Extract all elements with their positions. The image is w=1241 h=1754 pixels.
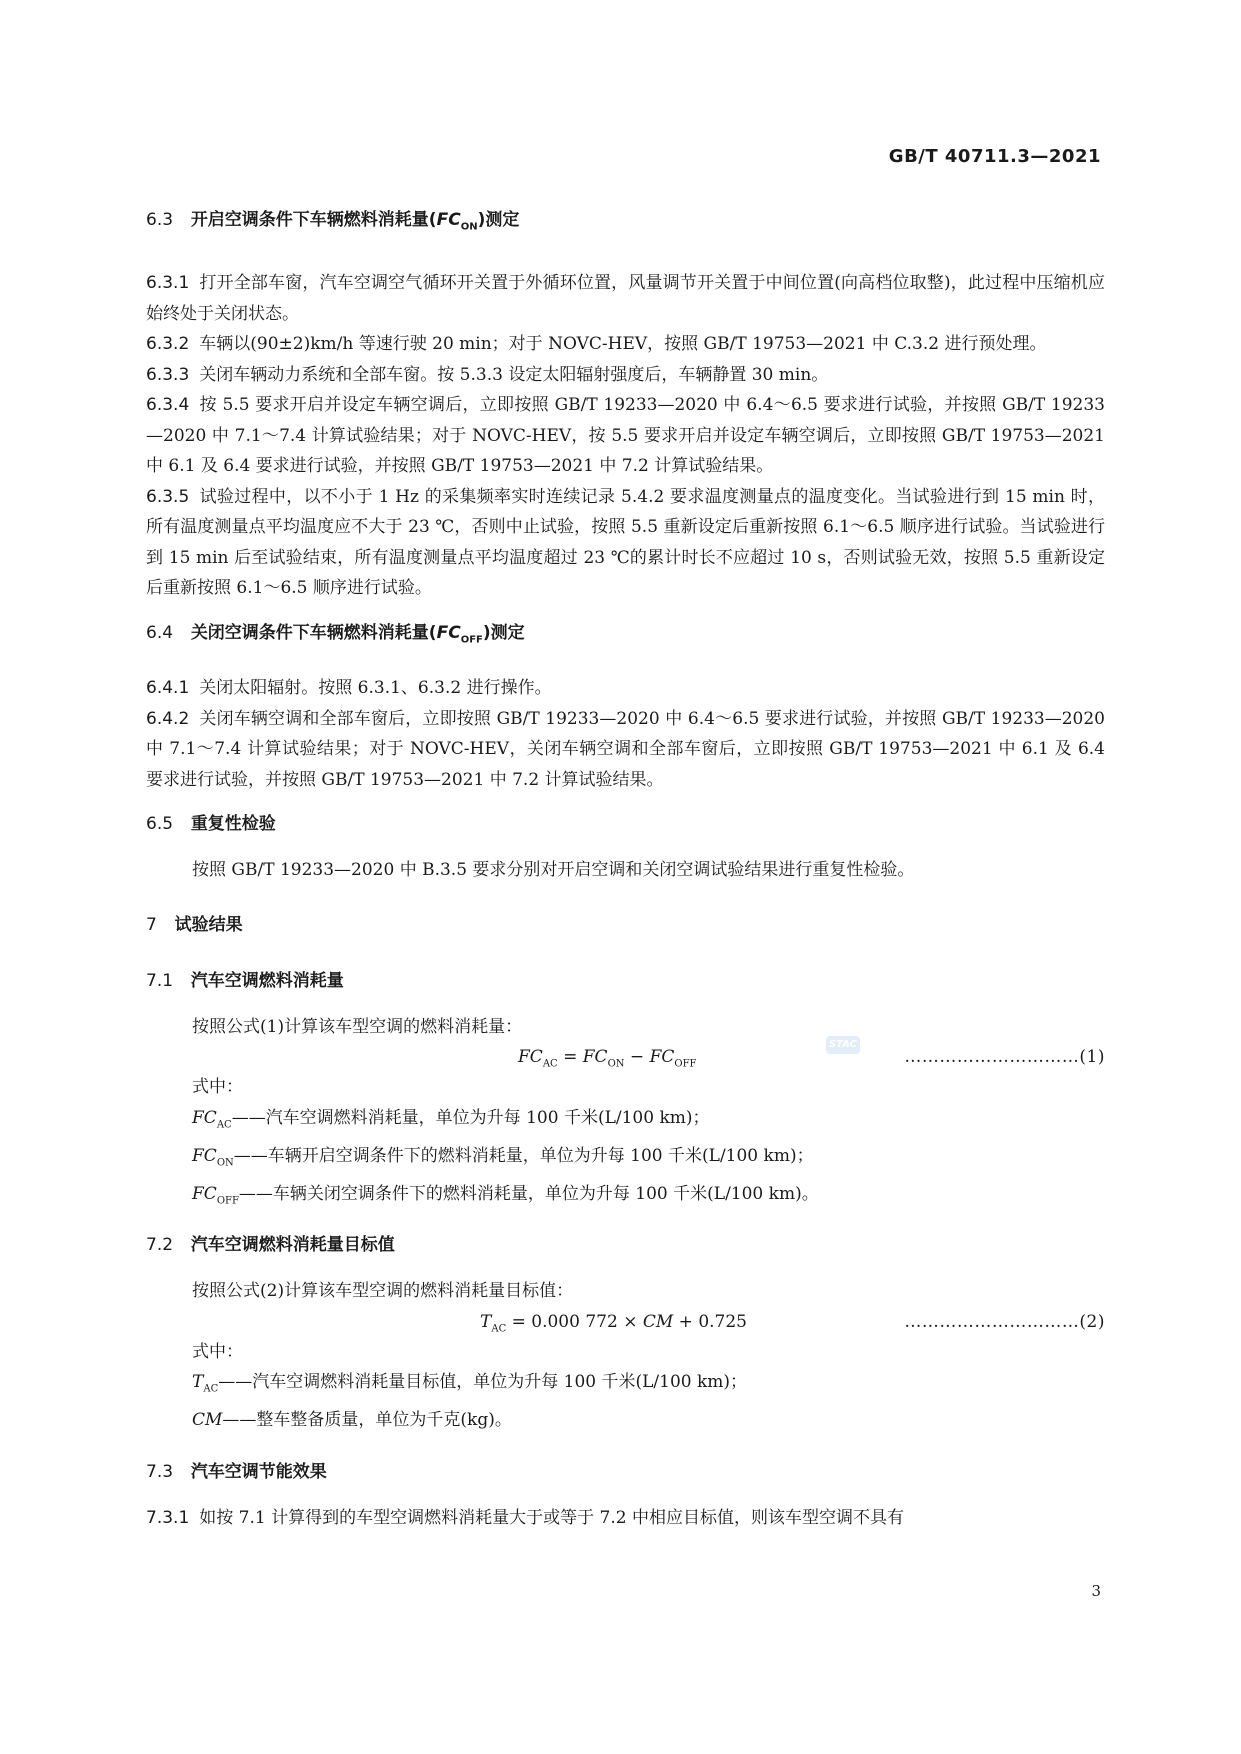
formula-1-where: 式中： [192, 1077, 243, 1098]
page-content [146, 205, 1105, 1534]
section-7-1-heading: 7.1 汽车空调燃料消耗量 [146, 970, 344, 991]
formula-1-number: …………………………(1) [904, 1047, 1105, 1068]
page-number: 3 [1091, 1582, 1101, 1600]
section-7-3-heading: 7.3 汽车空调节能效果 [146, 1462, 327, 1483]
clause-7-3-1: 7.3.1 如按 7.1 计算得到的车型空调燃料消耗量大于或等于 7.2 中相应目标值，则该车型空调不具有 [146, 1508, 904, 1529]
section-6-3-heading: 6.3 开启空调条件下车辆燃料消耗量$(FC_{ON})$测定 [146, 205, 1105, 242]
section-6-5-heading: 6.5 重复性检验 [146, 814, 276, 835]
watermark-logo: STAC [826, 1036, 860, 1054]
formula-1-expression: $FC_{AC} = FC_{ON} - FC_{OFF}$ [518, 1047, 697, 1070]
clause-6-3-5: 6.3.5 试验过程中，以不小于 1 Hz 的采集频率实时连续记录 5.4.2 要求温度测量点的温度变化。当试验进行到 15 min 时，所有温度测量点平均温度应不大于 23 ℃，否则中止试验，按照 5.5 重新设定后重新按照 6.1～6.5 顺序进行试验。当试验进行到 15 min 后至试验结束，所有温度测量点平均温度超过 23 ℃的累计时长不应超过 10 s，否则试验无效，按照 5.5 重新设定后重新按照 6.1～6.5 顺序进行试验。 [146, 486, 1105, 599]
formula-2-intro: 按照公式(2)计算该车型空调的燃料消耗量目标值： [192, 1281, 574, 1302]
section-number: 6.3 [146, 210, 174, 230]
formula-2-expression: $T_{AC} = 0.000$ 772 × CM + 0.725 [480, 1311, 747, 1335]
standard-code: GB/T 40711.3—2021 [888, 146, 1101, 167]
section-6-5-text: 按照 GB/T 19233—2020 中 B.3.5 要求分别对开启空调和关闭空调试验结果进行重复性检验。 [192, 860, 915, 881]
definition-t-ac: $T_{AC}——$汽车空调燃料消耗量目标值，单位为升每 100 千米(L/100 km)； [192, 1372, 748, 1395]
formula-2-number: …………………………(2) [904, 1311, 1105, 1332]
clause-6-3-4: 6.3.4 按 5.5 要求开启并设定车辆空调后，立即按照 GB/T 19233—2020 中 6.4～6.5 要求进行试验，并按照 GB/T 19233—2020 中 7.1～7.4 计算试验结果；对于 NOVC-HEV，按 5.5 要求开启并设定车辆空调后，立即按照 GB/T 19753—2021 中 6.1 及 6.4 要求进行试验，并按照 GB/T 19753—2021 中 7.2 计算试验结果。 [146, 395, 1105, 477]
clause-6-3-1: 6.3.1 打开全部车窗，汽车空调空气循环开关置于外循环位置，风量调节开关置于中间位置(向高档位取整)，此过程中压缩机应始终处于关闭状态。 [146, 273, 1105, 324]
clause-6-3-3: 6.3.3 关闭车辆动力系统和全部车窗。按 5.3.3 设定太阳辐射强度后，车辆静置 30 min。 [146, 364, 829, 385]
formula-1 [146, 1042, 1105, 1072]
definition-fc-off: $FC_{OFF}——$车辆关闭空调条件下的燃料消耗量，单位为升每 100 千米(L/100 km)。 [192, 1183, 819, 1206]
formula-2 [146, 1307, 1105, 1337]
definition-fc-on: $FC_{ON}——$车辆开启空调条件下的燃料消耗量，单位为升每 100 千米(L/100 km)； [192, 1145, 814, 1169]
definition-cm: CM——整车整备质量，单位为千克(kg)。 [192, 1410, 512, 1431]
clause-6-3-2: 6.3.2 车辆以(90±2)km/h 等速行驶 20 min；对于 NOVC-HEV，按照 GB/T 19753—2021 中 C.3.2 进行预处理。 [146, 334, 1047, 355]
formula-1-intro: 按照公式(1)计算该车型空调的燃料消耗量： [192, 1016, 523, 1037]
chapter-7-heading: 7 试验结果 [146, 914, 243, 935]
section-7-2-heading: 7.2 汽车空调燃料消耗量目标值 [146, 1235, 395, 1256]
clause-6-4-1: 6.4.1 关闭太阳辐射。按照 6.3.1、6.3.2 进行操作。 [146, 678, 552, 699]
formula-2-where: 式中： [192, 1341, 243, 1362]
definition-fc-ac: $FC_{AC}——$汽车空调燃料消耗量，单位为升每 100 千米(L/100 km)； [192, 1107, 710, 1131]
section-6-4-heading: 6.4 关闭空调条件下车辆燃料消耗量$(FC_{OFF})$测定 [146, 622, 525, 646]
clause-6-4-2: 6.4.2 关闭车辆空调和全部车窗后，立即按照 GB/T 19233—2020 中 6.4～6.5 要求进行试验，并按照 GB/T 19233—2020 中 7.1～7.4 计算试验结果；对于 NOVC-HEV，关闭车辆空调和全部车窗后，立即按照 GB/T 19753—2021 中 6.1 及 6.4 要求进行试验，并按照 GB/T 19753—2021 中 7.2 计算试验结果。 [146, 708, 1105, 790]
